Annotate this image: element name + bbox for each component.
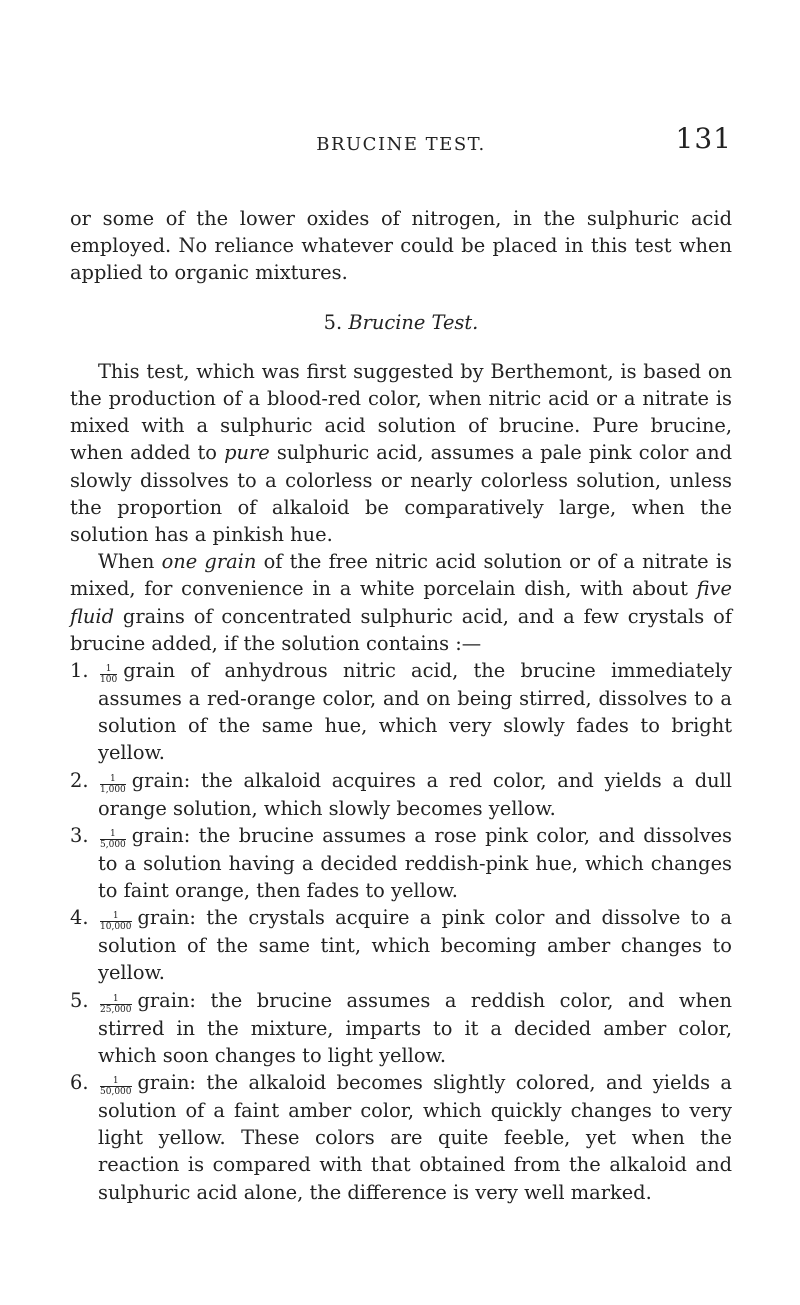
list-marker: 3. <box>70 823 89 847</box>
fraction <box>100 829 126 850</box>
fraction-numerator: 1 <box>100 994 132 1005</box>
list-item-text: grain: the brucine assumes a reddish color, and when stirred in the mixture, imparts to it a decided amber color, which soon changes to light yellow. <box>98 988 732 1067</box>
fraction-numerator: 1 <box>100 829 126 840</box>
page-number: 131 <box>675 122 732 155</box>
section-number: 5. <box>323 310 343 334</box>
page-header <box>70 122 732 176</box>
list-marker: 2. <box>70 768 89 792</box>
fraction <box>100 774 126 795</box>
dilution-list <box>70 657 732 1206</box>
paragraph-intro-text: This test, which was first suggested by Berthemont, is based on the production of a blood-red color, when nitric acid or a nitrate is mixed with a sulphuric acid solution of brucine. Pure brucine, when added to <box>70 359 732 465</box>
list-marker: 5. <box>70 988 89 1012</box>
section-heading <box>70 309 732 336</box>
fraction-numerator: 1 <box>100 774 126 785</box>
list-item <box>70 767 732 822</box>
paragraph-intro-text-end: sulphuric acid, assumes a pale pink color and slowly dissolves to a colorless or nearly colorless solution, unless the proportion of alkaloid be comparatively large, when the solution has a pinkish hue. <box>70 441 733 547</box>
list-item-text: grain: the crystals acquire a pink color and dissolve to a solution of the same tint, which becoming amber changes to yellow. <box>98 906 732 985</box>
fraction-denominator: 5,000 <box>100 839 126 850</box>
list-marker: 4. <box>70 906 89 930</box>
fraction <box>100 1076 132 1097</box>
list-item <box>70 904 732 986</box>
list-item-text: grain: the alkaloid becomes slightly colored, and yields a solution of a faint amber color, which quickly changes to very light yellow. These colors are quite feeble, yet when the reaction is compared with that obtained from the alkaloid and sulphuric acid alone, the difference is very well marked. <box>98 1071 732 1204</box>
emphasis-one-grain: one grain <box>161 550 257 574</box>
paragraph-procedure <box>70 548 732 657</box>
section-title: Brucine Test. <box>348 310 479 334</box>
list-item <box>70 657 732 767</box>
procedure-text-a: When <box>98 550 162 574</box>
list-item-text: grain of anhydrous nitric acid, the brucine immediately assumes a red-orange color, and on being stirred, dissolves to a solution of the same hue, which very slowly fades to bright yellow. <box>98 659 732 765</box>
fraction-numerator: 1 <box>100 664 117 675</box>
fraction-denominator: 1,000 <box>100 784 126 795</box>
running-head: BRUCINE TEST. <box>316 134 486 155</box>
emphasis-pure: pure <box>224 441 270 465</box>
fraction-denominator: 25,000 <box>100 1004 132 1015</box>
list-item-text: grain: the alkaloid acquires a red color, and yields a dull orange solution, which slowly becomes yellow. <box>98 768 732 820</box>
list-item <box>70 987 732 1069</box>
body-text <box>70 205 732 1206</box>
fraction-numerator: 1 <box>100 1076 132 1087</box>
fraction-numerator: 1 <box>100 911 132 922</box>
list-marker: 1. <box>70 659 89 683</box>
fraction-denominator: 100 <box>100 675 118 686</box>
paragraph-continued: or some of the lower oxides of nitrogen, in the sulphuric acid employed. No reliance whatever could be placed in this test when applied to organic mixtures. <box>70 207 732 285</box>
list-item <box>70 822 732 904</box>
fraction <box>100 911 132 932</box>
fraction-denominator: 50,000 <box>100 1087 132 1098</box>
emphasis-five-fluid: five fluid <box>70 577 732 628</box>
list-marker: 6. <box>70 1071 89 1095</box>
paragraph-intro <box>70 358 732 548</box>
list-item <box>70 1069 732 1206</box>
fraction <box>100 994 132 1015</box>
procedure-text-c: grains of concentrated sulphuric acid, and a few crystals of brucine added, if the solution contains :— <box>70 604 732 655</box>
fraction <box>100 664 117 685</box>
list-item-text: grain: the brucine assumes a rose pink color, and dissolves to a solution having a decided reddish-pink hue, which changes to faint orange, then fades to yellow. <box>98 823 732 903</box>
fraction-denominator: 10,000 <box>100 922 132 933</box>
procedure-text-b: of the free nitric acid solution or of a nitrate is mixed, for convenience in a white porcelain dish, with about <box>70 550 733 601</box>
